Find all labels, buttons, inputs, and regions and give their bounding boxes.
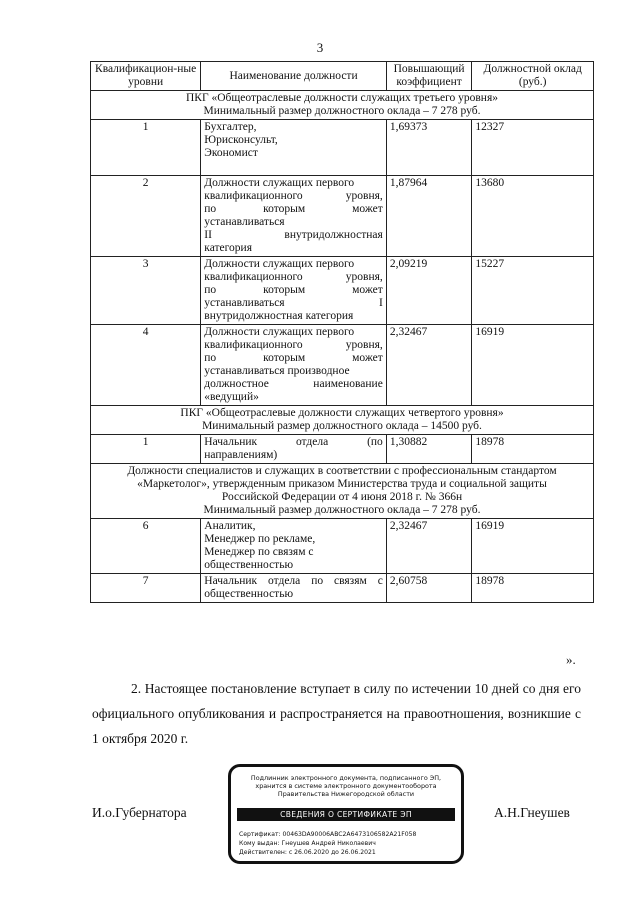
cell-level: 7: [91, 574, 201, 603]
cell-salary: 15227: [472, 257, 594, 325]
cell-coefficient: 1,30882: [386, 435, 472, 464]
stamp-validity: Действителен: с 26.06.2020 до 26.06.2021: [239, 849, 376, 856]
cell-level: 1: [91, 435, 201, 464]
header-coefficient: Повышающий коэффициент: [386, 62, 472, 91]
cell-coefficient: 2,32467: [386, 519, 472, 574]
cell-coefficient: 2,60758: [386, 574, 472, 603]
cell-position-name: [201, 435, 387, 464]
section-title: [91, 91, 594, 120]
name-line: Должности служащих первого: [204, 177, 355, 189]
table-row: [91, 325, 594, 406]
cell-level: 4: [91, 325, 201, 406]
name-line: Должности служащих первого: [204, 326, 355, 338]
table-row: [91, 176, 594, 257]
section-name-line: «Маркетолог», утвержденным приказом Министерства труда и социальной защиты: [137, 478, 547, 490]
name-line: квалификационного уровня,: [204, 271, 383, 283]
cell-position-name: [201, 120, 387, 176]
name-line: Аналитик,: [204, 520, 256, 532]
name-line: направлениям): [204, 449, 278, 461]
table-row: [91, 519, 594, 574]
cell-salary: 12327: [472, 120, 594, 176]
header-level: Квалификацион-ные уровни: [91, 62, 201, 91]
section-name: ПКГ «Общеотраслевые должности служащих третьего уровня»: [186, 92, 498, 104]
section-min-salary: Минимальный размер должностного оклада – 14500 руб.: [202, 420, 482, 432]
name-line: Менеджер по рекламе,: [204, 533, 316, 545]
name-line: Менеджер по связям с: [204, 546, 314, 558]
section-min-salary: Минимальный размер должностного оклада – 7 278 руб.: [203, 504, 481, 516]
section-header: [91, 464, 594, 519]
section-title: [91, 406, 594, 435]
signer-title: И.о.Губернатора: [92, 805, 187, 820]
name-line: Юрисконсульт,: [204, 134, 278, 146]
cell-position-name: [201, 519, 387, 574]
stamp-band: СВЕДЕНИЯ О СЕРТИФИКАТЕ ЭП: [237, 808, 455, 821]
name-line: устанавливаться: [204, 216, 285, 228]
name-line: по которым может: [204, 284, 383, 296]
name-line: квалификационного уровня,: [204, 339, 383, 351]
cell-level: 2: [91, 176, 201, 257]
table-row: [91, 257, 594, 325]
cell-coefficient: 1,69373: [386, 120, 472, 176]
header-salary: Должностной оклад (руб.): [472, 62, 594, 91]
name-line: устанавливаться производное: [204, 365, 350, 377]
cell-position-name: [201, 325, 387, 406]
table-row: [91, 435, 594, 464]
name-line: общественностью: [204, 588, 294, 600]
cell-coefficient: 1,87964: [386, 176, 472, 257]
cell-coefficient: 2,09219: [386, 257, 472, 325]
name-line: категория: [204, 242, 253, 254]
section-name-line: Российской Федерации от 4 июня 2018 г. № 366н: [221, 491, 463, 503]
section-header: [91, 91, 594, 120]
name-line: II внутридолжностная: [204, 229, 383, 241]
name-line: по которым может: [204, 352, 383, 364]
section-name-line: Должности специалистов и служащих в соответствии с профессиональным стандартом: [127, 465, 557, 477]
cell-salary: 18978: [472, 435, 594, 464]
table-header-row: [91, 62, 594, 91]
name-line: Экономист: [204, 147, 258, 159]
resolution-paragraph: 2. Настоящее постановление вступает в силу по истечении 10 дней со дня его официального опубликования и распространяется на правоотношения, возникшие с 1 октября 2020 г.: [92, 681, 581, 746]
cell-salary: 16919: [472, 325, 594, 406]
name-line: Должности служащих первого: [204, 258, 355, 270]
stamp-certificate: Сертификат: 00463DA90006ABC2A6473106582A21F058: [239, 831, 417, 838]
cell-level: 3: [91, 257, 201, 325]
name-line: устанавливаться I: [204, 297, 383, 309]
stamp-line: Подлинник электронного документа, подписанного ЭП,: [250, 774, 442, 782]
name-line: Начальник отдела по связям с: [204, 575, 383, 587]
cell-salary: 13680: [472, 176, 594, 257]
name-line: Начальник отдела (по: [204, 436, 383, 448]
stamp-line: хранится в системе электронного документооборота: [255, 782, 437, 790]
stamp-line: Правительства Нижегородской области: [277, 790, 415, 798]
table-row: [91, 574, 594, 603]
salary-table: [90, 61, 594, 603]
section-min-salary: Минимальный размер должностного оклада – 7 278 руб.: [203, 105, 481, 117]
section-name: ПКГ «Общеотраслевые должности служащих четвертого уровня»: [180, 407, 504, 419]
section-title: [91, 464, 594, 519]
stamp-certificate-info: [239, 830, 459, 857]
cell-position-name: [201, 257, 387, 325]
table-row: [91, 120, 594, 176]
closing-quote: ».: [566, 652, 576, 667]
cell-position-name: [201, 574, 387, 603]
name-line: квалификационного уровня,: [204, 190, 383, 202]
name-line: Бухгалтер,: [204, 121, 257, 133]
cell-level: 6: [91, 519, 201, 574]
header-position-name: Наименование должности: [201, 62, 387, 91]
name-line: должностное наименование: [204, 378, 383, 390]
section-header: [91, 406, 594, 435]
electronic-signature-stamp: [228, 764, 464, 864]
name-line: внутридолжностная категория: [204, 310, 354, 322]
cell-position-name: [201, 176, 387, 257]
cell-salary: 18978: [472, 574, 594, 603]
cell-level: 1: [91, 120, 201, 176]
cell-coefficient: 2,32467: [386, 325, 472, 406]
name-line: общественностью: [204, 559, 294, 571]
name-line: «ведущий»: [204, 391, 259, 403]
stamp-header: [231, 774, 461, 798]
name-line: по которым может: [204, 203, 383, 215]
signer-name: А.Н.Гнеушев: [494, 805, 570, 820]
page-number: 3: [316, 40, 324, 55]
stamp-issued-to: Кому выдан: Гнеушев Андрей Николаевич: [239, 840, 376, 847]
cell-salary: 16919: [472, 519, 594, 574]
